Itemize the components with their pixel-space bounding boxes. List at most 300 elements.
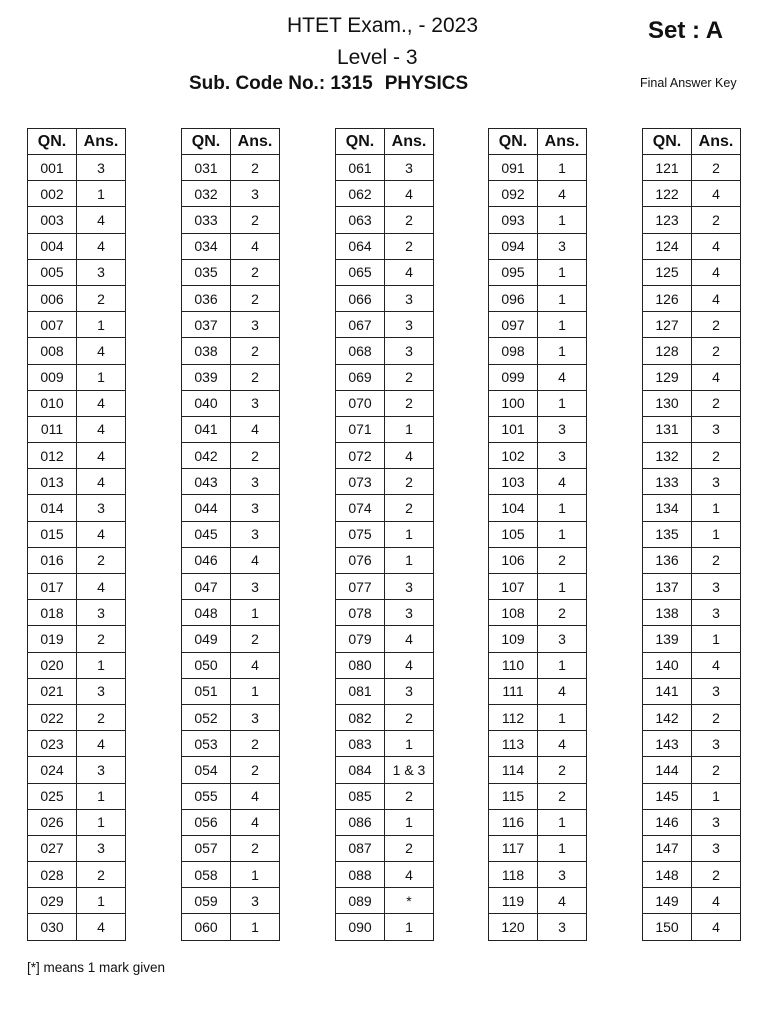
answer-value: 1 [385,547,434,573]
table-row [643,181,741,207]
question-number: 072 [336,443,385,469]
table-row [336,783,434,809]
question-number: 063 [336,207,385,233]
question-number: 001 [28,155,77,181]
table-row [28,495,126,521]
question-number: 122 [643,181,692,207]
table-row [336,155,434,181]
table-row [643,731,741,757]
question-number: 023 [28,731,77,757]
question-number: 148 [643,862,692,888]
question-number: 095 [489,259,538,285]
answer-value: 1 [77,783,126,809]
table-row [643,233,741,259]
question-number: 081 [336,678,385,704]
question-number: 109 [489,626,538,652]
question-number: 056 [182,809,231,835]
answer-value: 4 [385,259,434,285]
subject-name: PHYSICS [384,73,469,94]
answer-value: 2 [385,783,434,809]
table-row [489,443,587,469]
table-row [489,835,587,861]
answer-value: 1 [538,259,587,285]
table-row [336,259,434,285]
table-row [182,678,280,704]
qn-header: QN. [28,129,77,155]
question-number: 106 [489,547,538,573]
answer-value: 2 [231,443,280,469]
table-row [182,233,280,259]
table-row [336,521,434,547]
answer-table-3 [335,128,434,941]
table-row [28,285,126,311]
answer-value: 1 [231,600,280,626]
answer-value: 1 [77,888,126,914]
answer-value: 1 [385,731,434,757]
answer-value: 1 [692,521,741,547]
question-number: 126 [643,285,692,311]
answer-value: 4 [385,626,434,652]
answer-value: 1 [538,809,587,835]
question-number: 031 [182,155,231,181]
answer-value: 4 [692,364,741,390]
table-row [182,547,280,573]
answer-value: 4 [538,181,587,207]
table-row [336,207,434,233]
answer-value: 2 [231,731,280,757]
table-row [489,416,587,442]
answer-value: 2 [385,469,434,495]
question-number: 084 [336,757,385,783]
table-row [336,285,434,311]
answer-value: 2 [692,390,741,416]
question-number: 142 [643,704,692,730]
table-row [182,416,280,442]
answer-value: 2 [231,835,280,861]
table-row [643,547,741,573]
question-number: 138 [643,600,692,626]
table-row [182,155,280,181]
table-row [28,757,126,783]
table-row [643,574,741,600]
question-number: 014 [28,495,77,521]
answer-value: 3 [538,443,587,469]
table-row [489,704,587,730]
table-row [336,416,434,442]
answer-value: 1 [77,364,126,390]
table-row [489,259,587,285]
subject-line [189,73,468,95]
table-row [182,443,280,469]
table-row [489,181,587,207]
answer-value: 4 [231,652,280,678]
answer-value: 3 [231,888,280,914]
answer-value: 3 [77,155,126,181]
table-row [643,495,741,521]
table-row [489,888,587,914]
table-row [643,364,741,390]
answer-value: 2 [692,312,741,338]
question-number: 082 [336,704,385,730]
table-row [182,495,280,521]
question-number: 044 [182,495,231,521]
question-number: 096 [489,285,538,311]
table-row [336,574,434,600]
question-number: 052 [182,704,231,730]
table-row [182,835,280,861]
answer-value: 3 [231,495,280,521]
table-row [643,809,741,835]
question-number: 029 [28,888,77,914]
question-number: 079 [336,626,385,652]
answer-value: 1 [692,783,741,809]
question-number: 058 [182,862,231,888]
answer-value: 3 [385,678,434,704]
answer-value: 1 [385,416,434,442]
answer-value: 3 [231,390,280,416]
question-number: 034 [182,233,231,259]
ans-header: Ans. [385,129,434,155]
answer-value: 3 [77,495,126,521]
table-row [28,574,126,600]
question-number: 037 [182,312,231,338]
question-number: 134 [643,495,692,521]
table-row [643,285,741,311]
question-number: 069 [336,364,385,390]
answer-value: 2 [231,338,280,364]
sub-code: Sub. Code No.: 1315 [189,73,373,94]
answer-value: 1 [692,495,741,521]
table-row [182,207,280,233]
table-row [643,652,741,678]
table-row [28,443,126,469]
answer-value: 3 [692,600,741,626]
table-row [28,521,126,547]
question-number: 127 [643,312,692,338]
answer-value: 3 [538,626,587,652]
table-row [182,364,280,390]
question-number: 040 [182,390,231,416]
question-number: 067 [336,312,385,338]
answer-table-4 [488,128,587,941]
question-number: 116 [489,809,538,835]
table-row [336,731,434,757]
answer-value: 4 [77,207,126,233]
question-number: 149 [643,888,692,914]
answer-value: 1 [77,312,126,338]
question-number: 002 [28,181,77,207]
table-row [643,914,741,940]
table-header-row [489,129,587,155]
answer-value: 4 [538,678,587,704]
table-row [489,285,587,311]
table-row [28,914,126,940]
question-number: 099 [489,364,538,390]
question-number: 101 [489,416,538,442]
question-number: 092 [489,181,538,207]
table-row [182,259,280,285]
table-header-row [643,129,741,155]
question-number: 015 [28,521,77,547]
question-number: 136 [643,547,692,573]
answer-value: 1 [385,914,434,940]
table-row [28,626,126,652]
answer-value: 4 [692,652,741,678]
table-row [182,652,280,678]
table-row [182,783,280,809]
table-row [489,495,587,521]
question-number: 030 [28,914,77,940]
ans-header: Ans. [231,129,280,155]
table-row [336,862,434,888]
question-number: 105 [489,521,538,547]
question-number: 047 [182,574,231,600]
table-header-row [28,129,126,155]
answer-value: 3 [692,678,741,704]
question-number: 059 [182,888,231,914]
table-row [643,704,741,730]
table-row [182,888,280,914]
question-number: 026 [28,809,77,835]
question-number: 009 [28,364,77,390]
answer-value: 3 [77,835,126,861]
table-row [28,809,126,835]
question-number: 054 [182,757,231,783]
answer-value: 3 [385,155,434,181]
answer-value: 2 [692,757,741,783]
table-row [28,862,126,888]
question-number: 064 [336,233,385,259]
answer-value: 1 [231,862,280,888]
question-number: 011 [28,416,77,442]
table-row [28,652,126,678]
answer-value: 3 [538,233,587,259]
table-row [182,390,280,416]
answer-value: 3 [538,416,587,442]
question-number: 071 [336,416,385,442]
table-row [643,338,741,364]
question-number: 043 [182,469,231,495]
table-row [489,312,587,338]
question-number: 051 [182,678,231,704]
question-number: 013 [28,469,77,495]
question-number: 119 [489,888,538,914]
table-row [28,835,126,861]
table-row [643,600,741,626]
answer-value: 3 [692,574,741,600]
answer-value: 4 [385,652,434,678]
answer-value: 4 [77,521,126,547]
question-number: 048 [182,600,231,626]
question-number: 091 [489,155,538,181]
answer-value: 3 [385,312,434,338]
answer-value: 2 [231,757,280,783]
question-number: 074 [336,495,385,521]
answer-value: 1 [77,809,126,835]
table-row [182,521,280,547]
answer-value: 1 [538,574,587,600]
question-number: 146 [643,809,692,835]
table-row [182,731,280,757]
table-row [489,809,587,835]
answer-value: 2 [231,626,280,652]
table-row [643,416,741,442]
answer-value: 4 [538,731,587,757]
answer-value: 4 [77,338,126,364]
table-row [336,443,434,469]
question-number: 032 [182,181,231,207]
table-row [336,914,434,940]
answer-value: 2 [77,547,126,573]
answer-value: 4 [538,364,587,390]
table-row [182,626,280,652]
question-number: 141 [643,678,692,704]
question-number: 046 [182,547,231,573]
table-row [28,259,126,285]
table-row [336,626,434,652]
answer-value: 1 [538,312,587,338]
answer-value: 4 [77,416,126,442]
question-number: 125 [643,259,692,285]
answer-value: 3 [231,181,280,207]
question-number: 087 [336,835,385,861]
table-row [28,783,126,809]
answer-value: 3 [77,600,126,626]
table-row [489,364,587,390]
answer-value: 4 [692,259,741,285]
answer-value: 4 [231,783,280,809]
table-row [28,390,126,416]
table-row [28,547,126,573]
answer-value: 2 [231,285,280,311]
question-number: 006 [28,285,77,311]
table-row [336,547,434,573]
answer-value: 3 [385,338,434,364]
question-number: 036 [182,285,231,311]
table-header-row [182,129,280,155]
question-number: 045 [182,521,231,547]
question-number: 003 [28,207,77,233]
question-number: 108 [489,600,538,626]
table-row [643,783,741,809]
question-number: 004 [28,233,77,259]
question-number: 102 [489,443,538,469]
answer-value: 3 [692,809,741,835]
answer-value: 3 [231,312,280,338]
table-row [643,312,741,338]
question-number: 020 [28,652,77,678]
question-number: 075 [336,521,385,547]
question-number: 062 [336,181,385,207]
answer-value: 2 [77,626,126,652]
question-number: 077 [336,574,385,600]
answer-value: 4 [692,285,741,311]
table-row [336,495,434,521]
question-number: 133 [643,469,692,495]
table-row [28,181,126,207]
answer-value: 1 [385,809,434,835]
question-number: 080 [336,652,385,678]
table-row [643,259,741,285]
table-row [489,783,587,809]
answer-value: 1 [538,207,587,233]
question-number: 007 [28,312,77,338]
table-row [336,364,434,390]
answer-value: 2 [385,364,434,390]
answer-value: 4 [385,443,434,469]
table-row [489,521,587,547]
table-row [28,888,126,914]
answer-value: 2 [538,600,587,626]
question-number: 118 [489,862,538,888]
table-row [489,600,587,626]
answer-value: 4 [231,809,280,835]
footnote: [*] means 1 mark given [27,960,166,975]
question-number: 093 [489,207,538,233]
table-row [489,731,587,757]
answer-value: 2 [77,862,126,888]
question-number: 022 [28,704,77,730]
answer-table-5 [642,128,741,941]
table-row [182,757,280,783]
answer-value: 3 [538,862,587,888]
table-row [28,600,126,626]
answer-value: 2 [692,862,741,888]
table-row [643,469,741,495]
answer-value: 4 [231,547,280,573]
question-number: 147 [643,835,692,861]
question-number: 073 [336,469,385,495]
question-number: 038 [182,338,231,364]
answer-value: 2 [77,285,126,311]
table-row [336,338,434,364]
question-number: 025 [28,783,77,809]
question-number: 090 [336,914,385,940]
question-number: 019 [28,626,77,652]
table-row [489,757,587,783]
answer-value: 2 [231,155,280,181]
table-row [28,469,126,495]
answer-value: 2 [538,783,587,809]
answer-value: 2 [538,547,587,573]
table-row [182,914,280,940]
question-number: 041 [182,416,231,442]
final-answer-key-label: Final Answer Key [640,76,737,90]
question-number: 113 [489,731,538,757]
answer-value: * [385,888,434,914]
qn-header: QN. [489,129,538,155]
table-row [182,312,280,338]
question-number: 083 [336,731,385,757]
table-row [28,338,126,364]
table-row [336,233,434,259]
level-label: Level - 3 [337,46,418,69]
table-row [28,731,126,757]
table-row [28,364,126,390]
answer-value: 4 [77,731,126,757]
answer-value: 3 [692,731,741,757]
question-number: 129 [643,364,692,390]
question-number: 111 [489,678,538,704]
question-number: 053 [182,731,231,757]
table-row [489,862,587,888]
answer-value: 1 [385,521,434,547]
answer-value: 3 [231,521,280,547]
question-number: 028 [28,862,77,888]
answer-value: 3 [692,416,741,442]
table-row [336,312,434,338]
answer-value: 1 [538,390,587,416]
